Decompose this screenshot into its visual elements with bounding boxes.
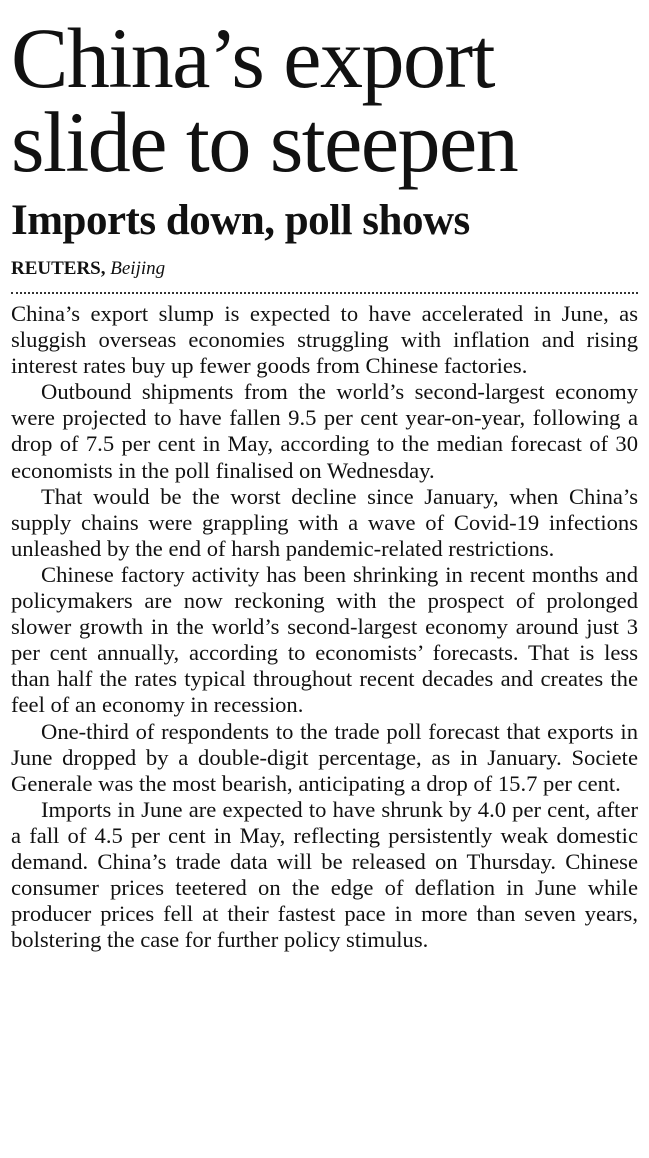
headline-line-1: China’s export: [11, 10, 494, 106]
news-article: [11, 0, 638, 953]
paragraph-4: Chinese factory activity has been shrinking in recent months and policymakers are now reckoning with the prospect of prolonged slower growth in the world’s second-largest economy around just 3 per cent annually, according to economists’ forecasts. That is less than half the rates typical throughout recent decades and creates the feel of an economy in recession.: [11, 561, 638, 718]
subheadline: Imports down, poll shows: [11, 197, 470, 244]
byline: [11, 258, 638, 280]
paragraph-3: That would be the worst decline since January, when China’s supply chains were grappling with a wave of Covid-19 infections unleashed by the end of harsh pandemic-related restrictions.: [11, 483, 638, 561]
headline: [11, 0, 638, 190]
paragraph-1: China’s export slump is expected to have accelerated in June, as sluggish overseas economies struggling with inflation and rising interest rates buy up fewer goods from Chinese factories.: [11, 301, 638, 379]
dotted-divider: [11, 292, 638, 294]
byline-location: Beijing: [110, 258, 166, 279]
paragraph-2: Outbound shipments from the world’s second-largest economy were projected to have fallen 9.5 per cent year-on-year, following a drop of 7.5 per cent in May, according to the median forecast of 30 economists in the poll finalised on Wednesday.: [11, 379, 638, 483]
article-body: [11, 301, 638, 953]
paragraph-5: One-third of respondents to the trade poll forecast that exports in June dropped by a double-digit percentage, as in January. Societe Generale was the most bearish, anticipating a drop of 15.7 per cent.: [11, 718, 638, 796]
paragraph-6: Imports in June are expected to have shrunk by 4.0 per cent, after a fall of 4.5 per cent in May, reflecting persistently weak domestic demand. China’s trade data will be released on Thursday. Chinese consumer prices teetered on the edge of deflation in June while producer prices fell at their fastest pace in more than seven years, bolstering the case for further policy stimulus.: [11, 796, 638, 953]
byline-agency: REUTERS,: [11, 258, 106, 279]
headline-line-2: slide to steepen: [11, 94, 518, 190]
